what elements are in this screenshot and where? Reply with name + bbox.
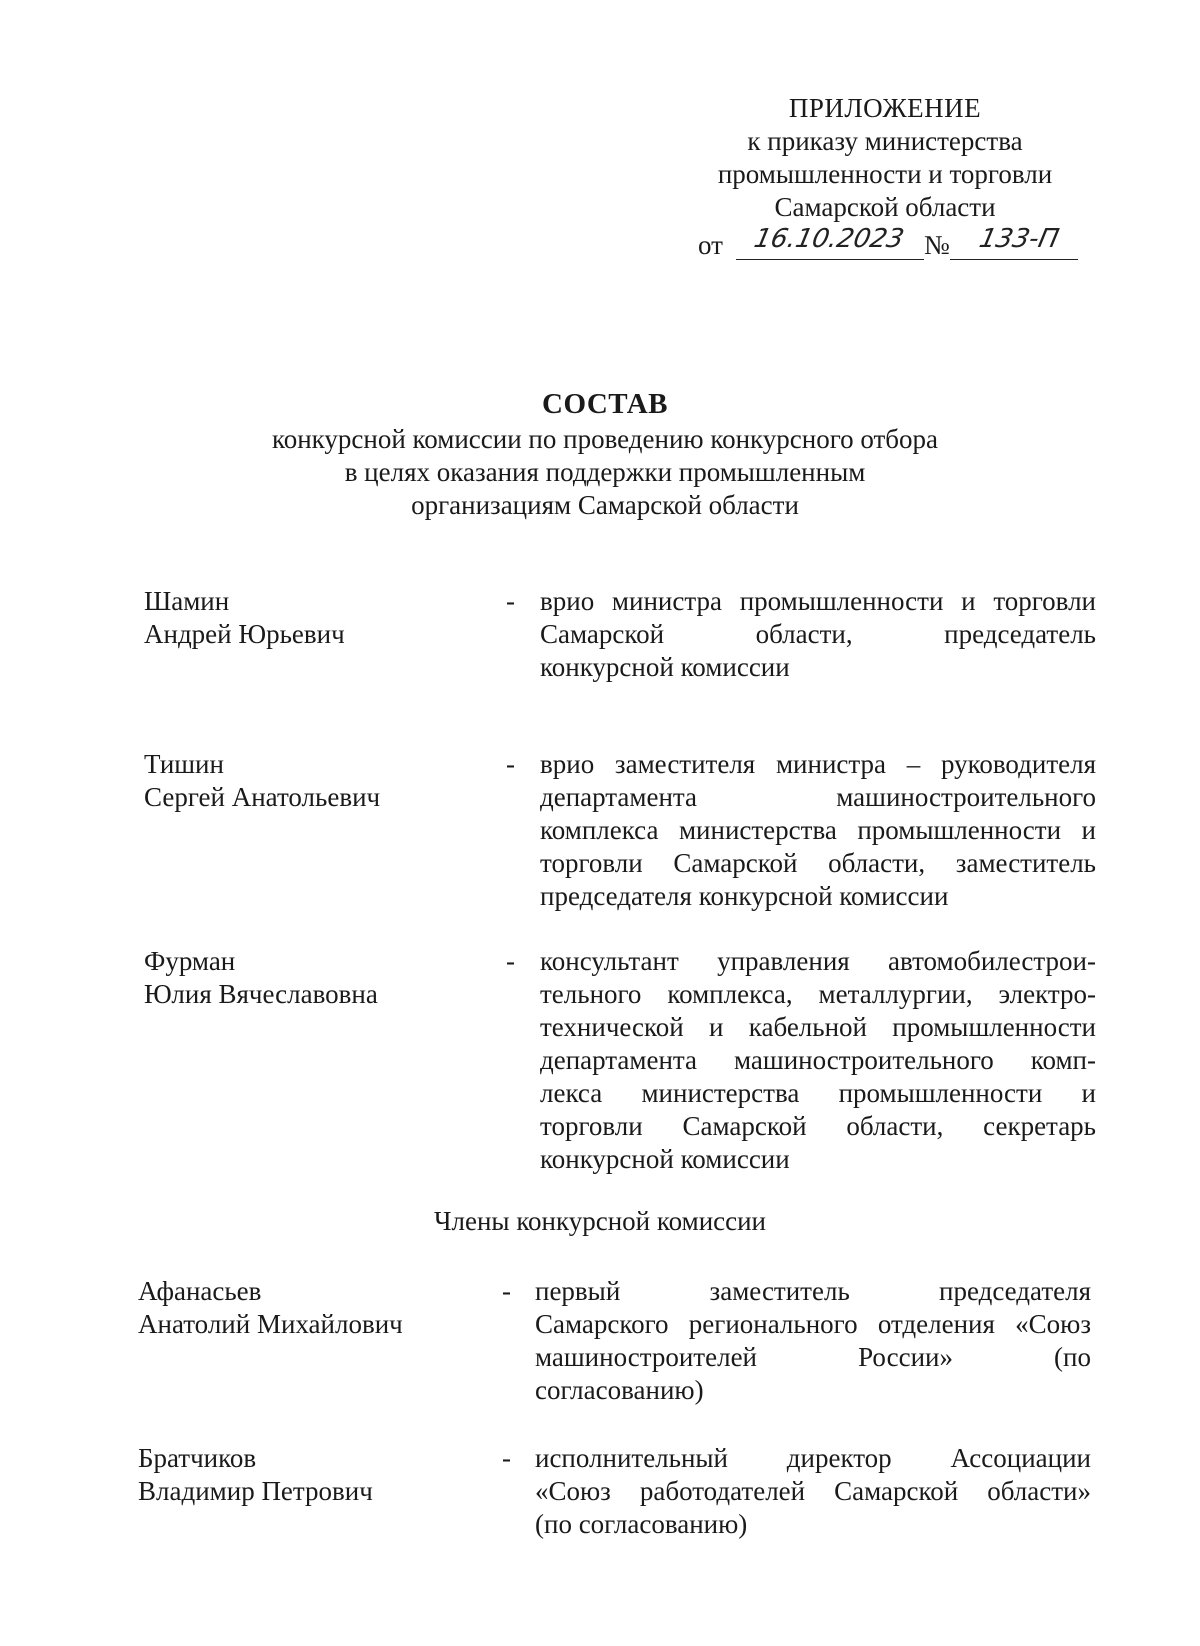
member-given-names: Сергей Анатольевич [144,782,381,812]
role-line: департамента машиностроительного комп- [540,1045,1096,1075]
member-role [535,1275,1091,1407]
appendix-line-3: Самарской области [774,192,996,222]
member-given-names: Анатолий Михайлович [138,1309,403,1339]
title-main: СОСТАВ [542,388,668,420]
order-reference [698,224,1078,264]
member-surname: Афанасьев [138,1276,262,1306]
member-role [540,945,1096,1176]
member-name [144,748,484,814]
role-line: машиностроителей России» (по [535,1342,1091,1372]
role-line: комплекса министерства промышленности и [540,815,1096,845]
number-label: № [924,230,950,260]
appendix-title: ПРИЛОЖЕНИЕ [788,93,982,123]
member-surname: Тишин [144,749,224,779]
title-line-3: организациям Самарской области [411,490,799,520]
member-surname: Фурман [144,946,236,976]
date-underline [736,259,924,260]
handwritten-date: 16.10.2023 [751,224,907,254]
role-line: Самарской области, председатель [540,619,1096,649]
title-line-2: в целях оказания поддержки промышленным [344,457,866,487]
member-name [144,585,484,651]
member-given-names: Юлия Вячеславовна [144,979,378,1009]
document-title [250,388,960,522]
member-role [535,1442,1091,1541]
role-line: врио министра промышленности и торговли [540,586,1096,616]
role-line: (по согласованию) [535,1509,748,1539]
role-line: технической и кабельной промышленности [540,1012,1096,1042]
separator-dash: - [502,1443,511,1473]
separator-dash: - [506,946,515,976]
role-line: торговли Самарской области, секретарь [540,1111,1096,1141]
role-line: консультант управления автомобилестрои- [540,946,1096,976]
role-line: первый заместитель председателя [535,1276,1091,1306]
member-name [138,1275,478,1341]
member-name [138,1442,478,1508]
member-role [540,585,1096,684]
role-line: исполнительный директор Ассоциации [535,1443,1091,1473]
separator-dash: - [506,749,515,779]
role-line: «Союз работодателей Самарской области» [535,1476,1091,1506]
appendix-line-1: к приказу министерства [747,126,1023,156]
role-line: согласованию) [535,1375,704,1405]
member-given-names: Владимир Петрович [138,1476,373,1506]
member-surname: Братчиков [138,1443,257,1473]
role-line: врио заместителя министра – руководителя [540,749,1096,779]
separator-dash: - [502,1276,511,1306]
role-line: тельного комплекса, металлургии, электро- [540,979,1096,1009]
title-line-1: конкурсной комиссии по проведению конкурсного отбора [271,424,939,454]
role-line: конкурсной комиссии [540,652,790,682]
member-name [144,945,484,1011]
number-underline [950,259,1078,260]
handwritten-number: 133-П [976,224,1062,254]
role-line: конкурсной комиссии [540,1144,790,1174]
role-line: торговли Самарской области, заместитель [540,848,1096,878]
appendix-header [690,92,1080,224]
appendix-line-2: промышленности и торговли [717,159,1053,189]
member-role [540,748,1096,913]
role-line: департамента машиностроительного [540,782,1096,812]
member-surname: Шамин [144,586,230,616]
separator-dash: - [506,586,515,616]
from-label: от [698,230,723,260]
role-line: председателя конкурсной комиссии [540,881,949,911]
role-line: лекса министерства промышленности и [540,1078,1096,1108]
role-line: Самарского регионального отделения «Союз [535,1309,1091,1339]
member-given-names: Андрей Юрьевич [144,619,345,649]
members-heading: Члены конкурсной комиссии [433,1206,767,1236]
